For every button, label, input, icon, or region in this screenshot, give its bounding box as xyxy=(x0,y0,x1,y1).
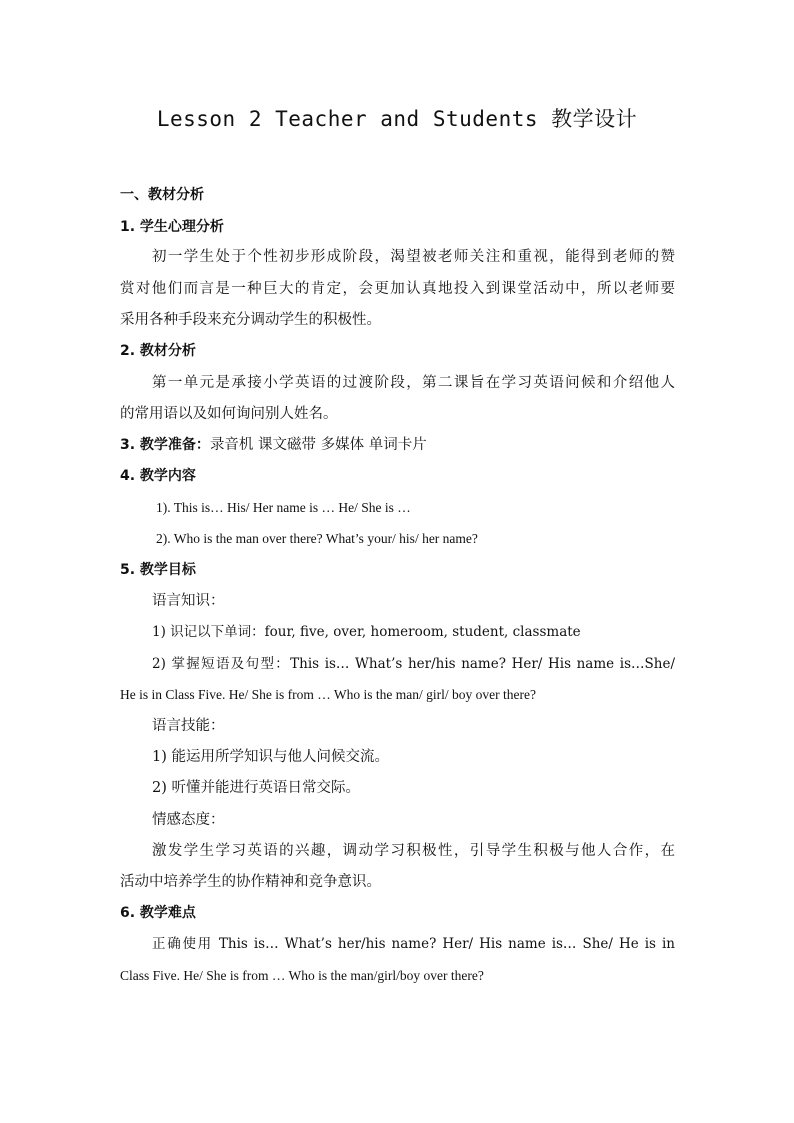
paragraph-line: 第一单元是承接小学英语的过渡阶段，第二课旨在学习英语问候和介绍他人 xyxy=(152,375,675,391)
subheading-textbook-analysis: 2. 教材分析 xyxy=(120,343,196,359)
paragraph-line: 初一学生处于个性初步形成阶段，渴望被老师关注和重视，能得到老师的赞 xyxy=(152,249,675,265)
subheading-teaching-goals: 5. 教学目标 xyxy=(120,562,196,578)
paragraph-line: 的常用语以及如何询问别人姓名。 xyxy=(120,406,338,422)
paragraph-line: 采用各种手段来充分调动学生的积极性。 xyxy=(120,312,381,328)
subheading-preparation: 3. 教学准备： xyxy=(120,437,210,453)
section-heading-analysis: 一、教材分析 xyxy=(120,187,204,203)
content-item: 1). This is… His/ Her name is … He/ She is … xyxy=(156,500,411,515)
skill-item: 2) 听懂并能进行英语日常交际。 xyxy=(152,780,360,796)
paragraph-line: 活动中培养学生的协作精神和竞争意识。 xyxy=(120,874,381,890)
skill-item: 1) 能运用所学知识与他人问候交流。 xyxy=(152,749,389,765)
paragraph-line: 激发学生学习英语的兴趣，调动学习积极性，引导学生积极与他人合作，在 xyxy=(152,843,675,859)
paragraph-line: 正确使用 This is… What’s her/his name? Her/ His name is… She/ He is in xyxy=(152,936,675,952)
goal-item: 2) 掌握短语及句型：This is… What’s her/his name? Her/ His name is…She/ xyxy=(152,656,675,672)
subheading-teaching-content: 4. 教学内容 xyxy=(120,468,196,484)
subheading-student-psychology: 1. 学生心理分析 xyxy=(120,219,224,235)
goal-item: 1) 识记以下单词：four, five, over, homeroom, student, classmate xyxy=(152,624,581,640)
label-language-knowledge: 语言知识： xyxy=(152,593,225,609)
teaching-preparation xyxy=(120,435,675,455)
document-title: Lesson 2 Teacher and Students 教学设计 xyxy=(156,107,638,131)
label-attitude: 情感态度： xyxy=(152,812,225,828)
label-language-skills: 语言技能： xyxy=(152,718,225,734)
content-item: 2). Who is the man over there? What’s your/ his/ her name? xyxy=(156,531,478,546)
paragraph-line: 赏对他们而言是一种巨大的肯定，会更加认真地投入到课堂活动中，所以老师要 xyxy=(120,281,675,297)
paragraph-line: Class Five. He/ She is from … Who is the man/girl/boy over there? xyxy=(120,968,484,983)
subheading-teaching-difficulties: 6. 教学难点 xyxy=(120,905,196,921)
preparation-value: 录音机 课文磁带 多媒体 单词卡片 xyxy=(209,437,427,453)
goal-item-continued: He is in Class Five. He/ She is from … Who is the man/ girl/ boy over there? xyxy=(120,687,536,702)
